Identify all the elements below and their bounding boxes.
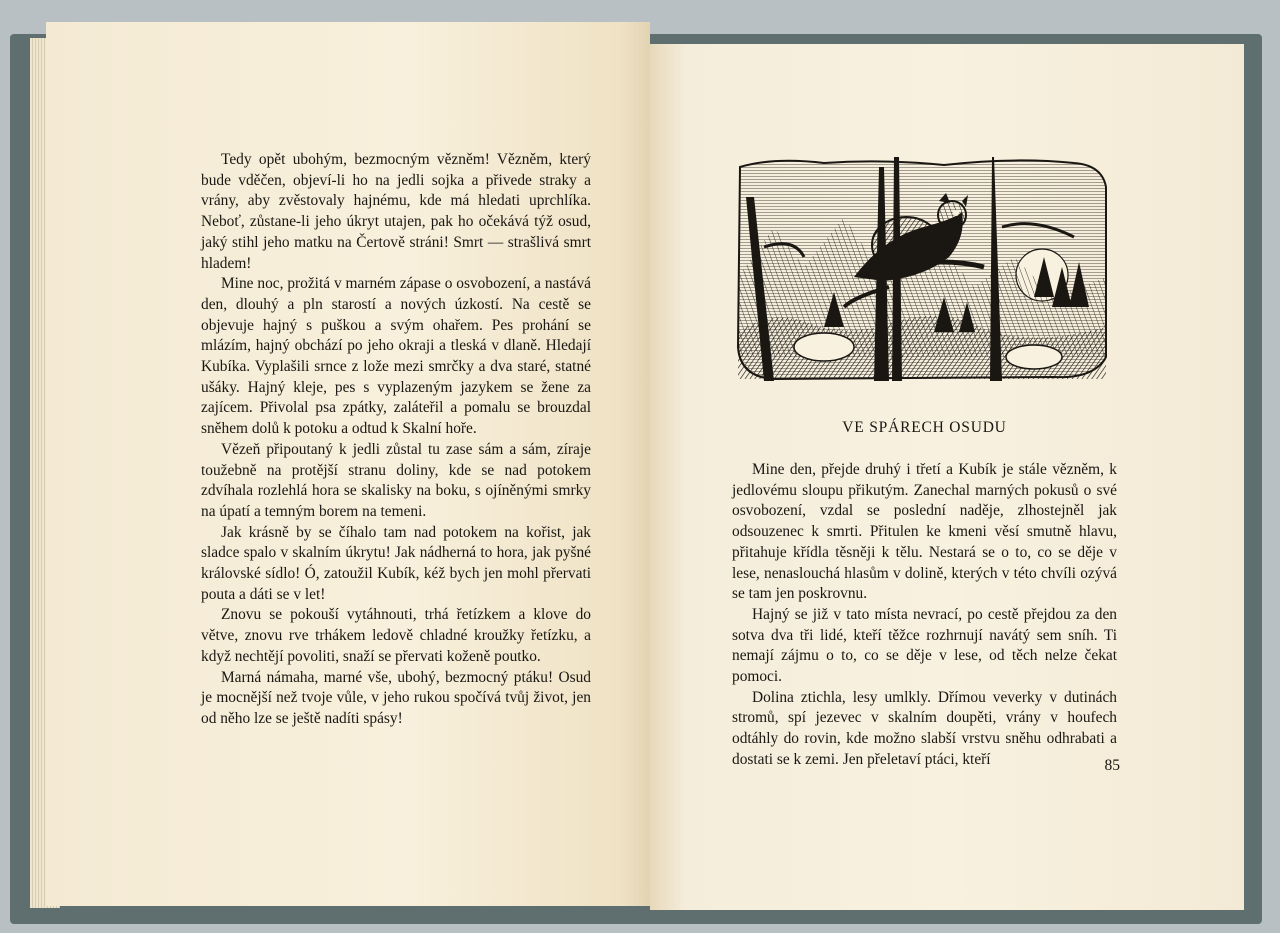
paragraph: Mine noc, prožitá v marném zápase o osvobození, a nastává den, dlouhý a pln starostí a nových úzkostí. Na cestě se objevuje hajný s puškou a svým ohařem. Pes prohání se mlázím, hajný obchází po jeho okraji a tleská v dlaně. Hledají Kubíka. Vyplašili srnce z lože mezi smrčky a dva staré, statné ušáky. Hajný kleje, pes s vyplazeným jazykem se žene za zajícem. Přivolal psa zpátky, zaláteřil a pomalu se brouzdal sněhem dolů k potoku a odtud k Skalní hoře. <box>201 275 591 438</box>
owl-in-forest-woodcut-icon <box>734 157 1108 381</box>
page-number: 85 <box>1104 757 1120 774</box>
paragraph: Znovu se pokouší vytáhnouti, trhá řetízkem a klove do větve, znovu rve trhákem ledově chladné kroužky řetízku, a když nechtějí povoliti, snaží se přervati koženě poutko. <box>201 606 591 665</box>
paragraph: Hajný se již v tato místa nevrací, po cestě přejdou za den sotva dva tři lidé, kteří těžce rozhrnují navátý sem sníh. Ti nemají zájmu o to, co se děje v lese, od těch nelze čekat pomoci. <box>732 605 1117 686</box>
chapter-heading: VE SPÁRECH OSUDU <box>842 419 1007 436</box>
left-page-text <box>201 150 591 730</box>
paragraph: Jak krásně by se číhalo tam nad potokem na kořist, jak sladce spalo v skalním úkrytu! Jak nádherná to hora, jak pyšné královské sídlo! Ó, zatoužil Kubík, kéž bych jen mohl přervati pouta a dáti se v let! <box>201 523 591 603</box>
paragraph: Vězeň připoutaný k jedli zůstal tu zase sám a sám, zíraje toužebně na protější stranu doliny, kde se nad potokem zdvíhala rozlehlá hora se skalisky na boku, s ojíněnými smrky na úpatí a temným borem na temeni. <box>201 440 591 520</box>
right-page-text <box>732 460 1117 771</box>
paragraph: Mine den, přejde druhý i třetí a Kubík je stále vězněm, k jedlovému sloupu přikutým. Zanechal marných pokusů o své osvobození, vzdal se poslední naděje, zlhostejněl jak odsouzenec k smrti. Přitulen ke kmeni věsí smutně hlavu, přitahuje křídla těsněji k tělu. Nestará se o to, co se děje v lese, nenaslouchá hlasům v dolině, kterých v této chvíli ozývá se tam jen poskrovnu. <box>732 461 1117 603</box>
paragraph: Tedy opět ubohým, bezmocným vězněm! Vězněm, který bude vděčen, objeví-li ho na jedli sojka a přivede straky a vrány, aby zvěstovaly hajnému, kde má hledati uprchlíka. Neboť, zůstane-li jeho úkryt utajen, pak ho očekává týž osud, jaký stihl jeho matku na Čertově stráni! Smrt — strašlivá smrt hladem! <box>201 151 591 272</box>
paragraph: Dolina ztichla, lesy umlkly. Dřímou veverky v dutinách stromů, spí jezevec v skalním doupěti, vrány v houfech odtáhly do rovin, kde možno slabší vrstvu sněhu odhrabati a dostati se k zemi. Jen přeletaví ptáci, kteří <box>732 688 1117 768</box>
paragraph: Marná námaha, marné vše, ubohý, bezmocný ptáku! Osud je mocnější než tvoje vůle, v jeho rukou spočívá tvůj život, jen od něho lze se ještě nadíti spásy! <box>201 668 591 727</box>
